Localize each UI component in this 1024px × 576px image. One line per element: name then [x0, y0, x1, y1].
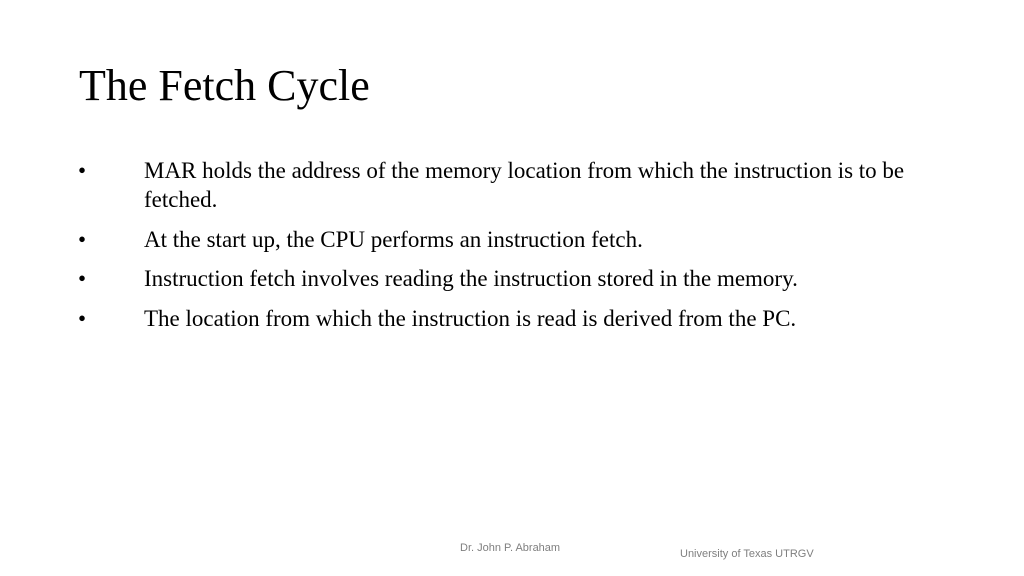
bullet-item-2 — [78, 225, 968, 254]
bullet-item-1 — [78, 156, 968, 214]
bullet-item-4 — [78, 304, 968, 333]
slide-title: The Fetch Cycle — [79, 61, 370, 110]
bullet-icon: • — [78, 226, 87, 252]
bullet-list — [78, 156, 968, 343]
bullet-text: The location from which the instruction is read is derived from the PC. — [144, 305, 797, 331]
bullet-icon: • — [78, 305, 87, 331]
bullet-icon: • — [78, 266, 87, 291]
footer-institution: University of Texas UTRGV — [680, 548, 814, 560]
bullet-icon: • — [78, 158, 87, 183]
bullet-text: At the start up, the CPU performs an instruction fetch. — [144, 226, 643, 252]
bullet-text: Instruction fetch involves reading the instruction stored in the memory. — [144, 266, 798, 291]
footer-author: Dr. John P. Abraham — [460, 542, 561, 554]
bullet-text: MAR holds the address of the memory location from which the instruction is to be fetched. — [144, 158, 905, 212]
bullet-item-3 — [78, 264, 968, 293]
